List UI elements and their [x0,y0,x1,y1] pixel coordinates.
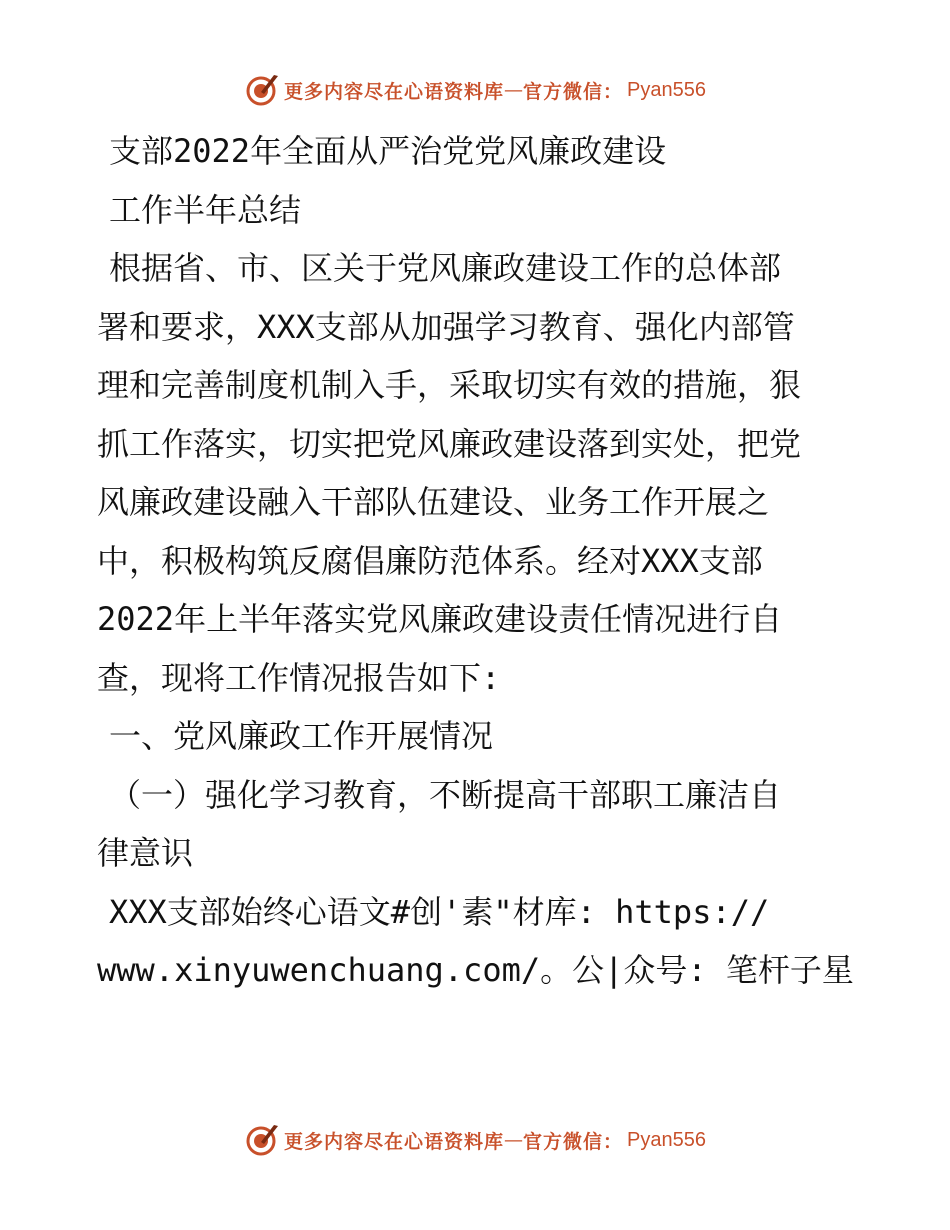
document-body [97,122,857,1000]
watermark-id: Pyan556 [627,1128,706,1151]
watermark-text: 更多内容尽在心语资料库 [284,80,505,103]
watermark-separator: — [504,1129,524,1151]
intro-line-6: 中，积极构筑反腐倡廉防范体系。经对XXX支部 [97,541,763,580]
intro-line-4: 抓工作落实，切实把党风廉政建设落到实处，把党 [97,424,802,463]
intro-line-8: 查，现将工作情况报告如下: [97,658,501,697]
watermark-banner-top [0,70,950,110]
intro-line-2: 署和要求，XXX支部从加强学习教育、强化内部管 [97,307,795,346]
body-line-2: www.xinyuwenchuang.com/。公|众号: 笔杆子星 [97,951,854,989]
brand-logo-icon [244,1122,280,1158]
watermark-separator: — [504,79,524,101]
watermark-contact: 官方微信： [523,80,624,103]
intro-line-7: 2022年上半年落实党风廉政建设责任情况进行自 [97,600,783,638]
watermark-id: Pyan556 [627,78,706,101]
doc-title-line-1: 支部2022年全面从严治党党风廉政建设 [109,132,667,170]
doc-title-line-2: 工作半年总结 [109,190,302,229]
subsection-line-1: （一）强化学习教育，不断提高干部职工廉洁自 [109,775,782,814]
section-heading: 一、党风廉政工作开展情况 [109,717,494,755]
watermark-contact: 官方微信： [523,1130,624,1153]
body-line-1: XXX支部始终心语文#创'素"材库: https:// [109,892,770,931]
intro-line-3: 理和完善制度机制入手，采取切实有效的措施，狠 [97,366,802,404]
intro-line-5: 风廉政建设融入干部队伍建设、业务工作开展之 [97,483,770,521]
watermark-text: 更多内容尽在心语资料库 [284,1130,505,1153]
watermark-banner-bottom [0,1120,950,1160]
brand-logo-icon [244,72,280,108]
subsection-line-2: 律意识 [97,834,194,872]
intro-line-1: 根据省、市、区关于党风廉政建设工作的总体部 [109,249,782,287]
